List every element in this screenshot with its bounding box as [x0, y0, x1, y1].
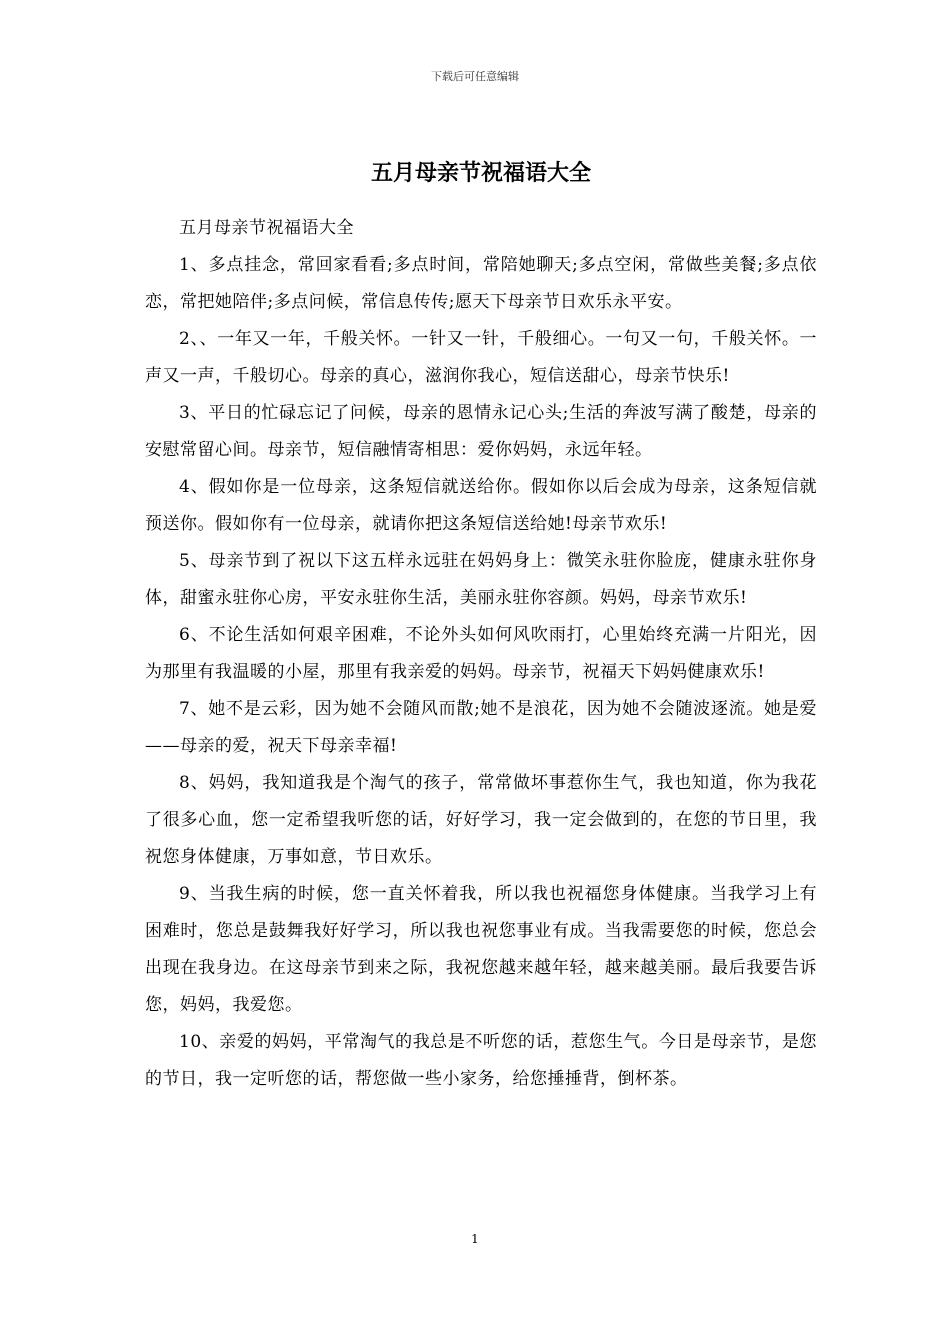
- paragraph-10: 10、亲爱的妈妈，平常淘气的我总是不听您的话，惹您生气。今日是母亲节，是您的节日，我一定听您的话，帮您做一些小家务，给您捶捶背，倒杯茶。: [145, 1032, 817, 1089]
- paragraph-1: 1、多点挂念，常回家看看;多点时间，常陪她聊天;多点空闲，常做些美餐;多点依恋，常把她陪伴;多点问候，常信息传传;愿天下母亲节日欢乐永平安。: [145, 255, 817, 312]
- document-body: [145, 148, 817, 1098]
- page-header-note: 下载后可任意编辑: [431, 70, 519, 83]
- paragraph-8: 8、妈妈，我知道我是个淘气的孩子，常常做坏事惹你生气，我也知道，你为我花了很多心血，您一定希望我听您的话，好好学习，我一定会做到的，在您的节日里，我祝您身体健康，万事如意，节日欢乐。: [145, 773, 817, 867]
- document-title: 五月母亲节祝福语大全: [370, 160, 591, 186]
- page-number: 1: [471, 1232, 479, 1246]
- paragraph-subtitle: 五月母亲节祝福语大全: [179, 218, 354, 238]
- paragraph-5: 5、母亲节到了祝以下这五样永远驻在妈妈身上：微笑永驻你脸庞，健康永驻你身体，甜蜜永驻你心房，平安永驻你生活，美丽永驻你容颜。妈妈，母亲节欢乐!: [145, 551, 817, 608]
- paragraph-4: 4、假如你是一位母亲，这条短信就送给你。假如你以后会成为母亲，这条短信就预送你。假如你有一位母亲，就请你把这条短信送给她!母亲节欢乐!: [145, 477, 817, 534]
- paragraph-3: 3、平日的忙碌忘记了问候，母亲的恩情永记心头;生活的奔波写满了酸楚，母亲的安慰常留心间。母亲节，短信融情寄相思：爱你妈妈，永远年轻。: [145, 403, 817, 460]
- paragraph-2: 2、、一年又一年，千般关怀。一针又一针，千般细心。一句又一句，千般关怀。一声又一声，千般切心。母亲的真心，滋润你我心，短信送甜心，母亲节快乐!: [145, 329, 817, 386]
- paragraph-9: 9、当我生病的时候，您一直关怀着我，所以我也祝福您身体健康。当我学习上有困难时，您总是鼓舞我好好学习，所以我也祝您事业有成。当我需要您的时候，您总会出现在我身边。在这母亲节到来之际，我祝您越来越年轻，越来越美丽。最后我要告诉您，妈妈，我爱您。: [145, 884, 817, 1015]
- paragraph-7: 7、她不是云彩，因为她不会随风而散;她不是浪花，因为她不会随波逐流。她是爱——母亲的爱，祝天下母亲幸福!: [145, 699, 817, 756]
- paragraph-6: 6、不论生活如何艰辛困难，不论外头如何风吹雨打，心里始终充满一片阳光，因为那里有我温暖的小屋，那里有我亲爱的妈妈。母亲节，祝福天下妈妈健康欢乐!: [145, 625, 817, 682]
